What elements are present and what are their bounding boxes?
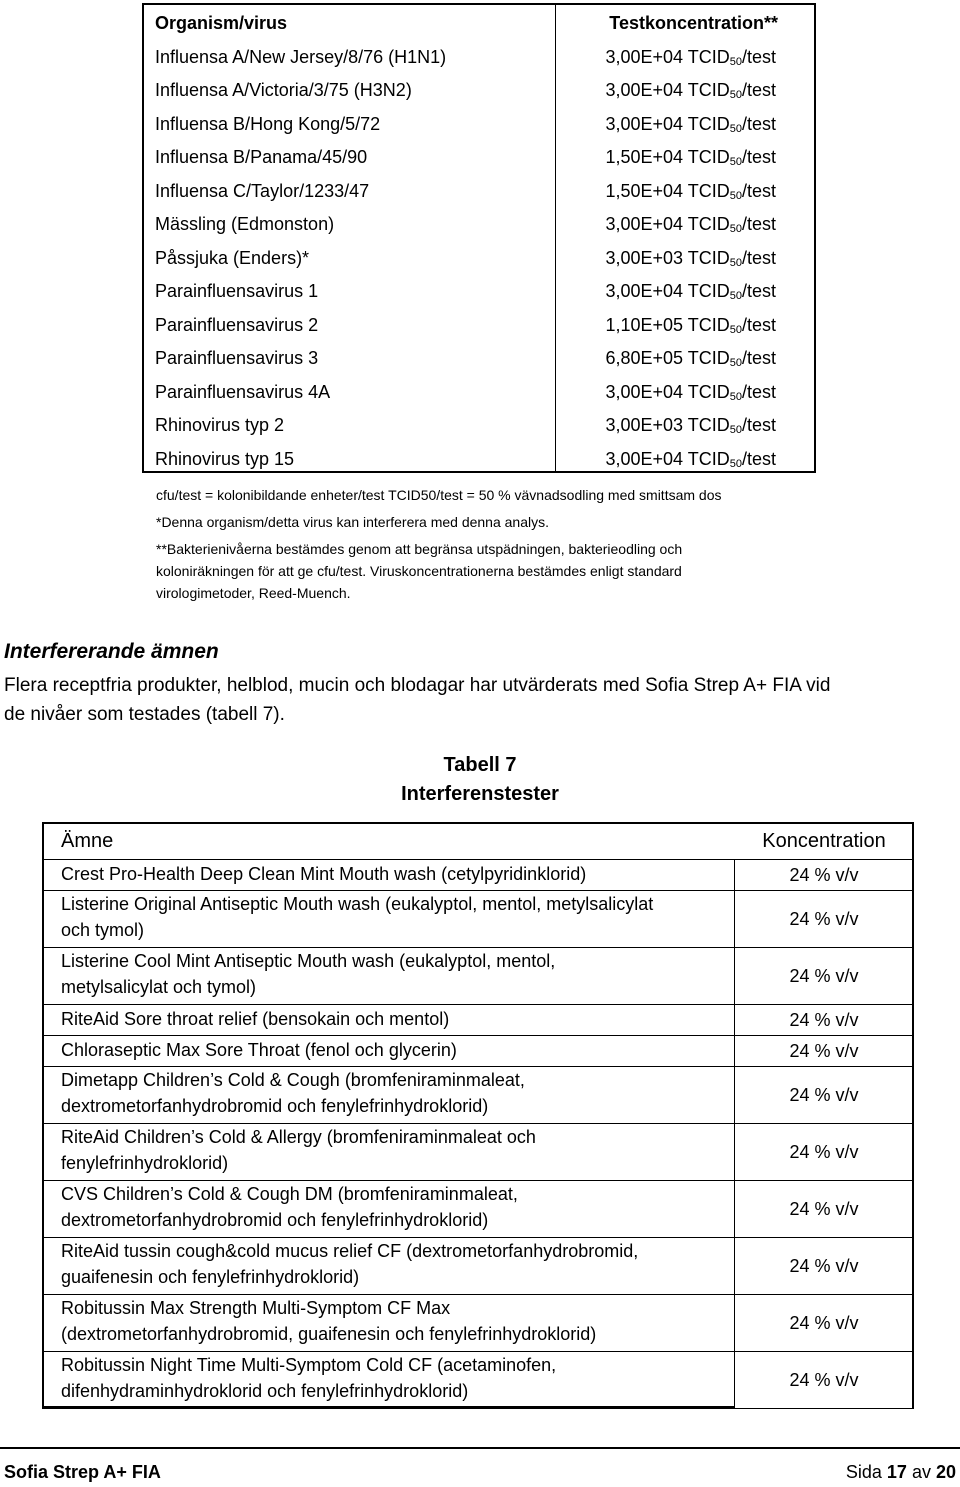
- substance-cell: [61, 1352, 751, 1404]
- substance-line: RiteAid Children’s Cold & Allergy (bromfeniraminmaleat och: [61, 1127, 536, 1147]
- substance-line: och tymol): [61, 920, 145, 940]
- concentration-subscript: 50: [729, 156, 742, 168]
- substance-cell: [61, 1238, 751, 1290]
- substance-line: metylsalicylat och tymol): [61, 977, 257, 997]
- table-border-right: [912, 1066, 914, 1123]
- row-separator: [42, 1004, 914, 1005]
- organism-cell: Influensa A/Victoria/3/75 (H3N2): [155, 80, 412, 100]
- note-doublestar-2: koloniräkningen för att ge cfu/test. Viruskoncentrationerna bestämdes enligt standard: [156, 563, 682, 579]
- header-concentration: Testkoncentration**: [609, 13, 778, 33]
- organism-cell: Parainfluensavirus 3: [155, 348, 319, 368]
- concentration-unit: /test: [741, 180, 776, 201]
- note-star: *Denna organism/detta virus kan interferera med denna analys.: [156, 514, 549, 530]
- virus-concentration-table: [142, 3, 816, 473]
- row-separator: [42, 1035, 914, 1036]
- organism-cell: Påssjuka (Enders)*: [155, 247, 310, 268]
- column-divider: [734, 1123, 735, 1180]
- concentration-unit: /test: [741, 415, 776, 435]
- organism-cell: Influensa B/Panama/45/90: [155, 147, 368, 167]
- concentration-value: 3,00E+04 TCID: [605, 381, 730, 402]
- column-divider: [734, 1237, 735, 1294]
- header-organism: Organism/virus: [155, 13, 288, 33]
- concentration-unit: /test: [741, 214, 776, 234]
- concentration-cell: 24 % v/v: [789, 965, 859, 986]
- table-row: [144, 242, 814, 276]
- concentration-cell: 24 % v/v: [789, 864, 859, 885]
- concentration-subscript: 50: [729, 424, 742, 436]
- table-row: [144, 342, 814, 376]
- table-header-row: [144, 7, 814, 41]
- table-row: [144, 41, 814, 75]
- concentration-value: 1,10E+05 TCID: [605, 314, 730, 335]
- table-row: [144, 208, 814, 242]
- table-row: [144, 74, 814, 108]
- note-doublestar-3: virologimetoder, Reed-Muench.: [156, 585, 351, 601]
- concentration-subscript: 50: [729, 457, 742, 470]
- table-row: [144, 409, 814, 443]
- section-heading: Interfererande ämnen: [4, 640, 219, 663]
- concentration-cell: 24 % v/v: [789, 1084, 859, 1105]
- substance-line: Dimetapp Children’s Cold & Cough (bromfeniraminmaleat,: [61, 1070, 525, 1090]
- concentration-unit: /test: [741, 247, 776, 268]
- concentration-cell: 24 % v/v: [789, 1312, 859, 1333]
- substance-line: fenylefrinhydroklorid): [61, 1153, 229, 1173]
- organism-cell: Influensa A/New Jersey/8/76 (H1N1): [155, 46, 447, 67]
- substance-line: Listerine Cool Mint Antiseptic Mouth wash (eukalyptol, mentol,: [61, 951, 556, 971]
- concentration-cell: 24 % v/v: [789, 1198, 859, 1219]
- concentration-subscript: 50: [729, 290, 742, 302]
- organism-cell: Influensa B/Hong Kong/5/72: [155, 113, 381, 134]
- substance-cell: [61, 1006, 751, 1032]
- note-doublestar-1: **Bakterienivåerna bestämdes genom att begränsa utspädningen, bakterieodling och: [156, 541, 683, 557]
- footer-page-number: [846, 1462, 956, 1483]
- footer-product: Sofia Strep A+ FIA: [4, 1462, 161, 1482]
- table-border-right-header: [912, 822, 914, 859]
- substance-cell: [61, 1181, 751, 1233]
- concentration-unit: /test: [741, 113, 776, 134]
- concentration-subscript: 50: [729, 189, 742, 202]
- concentration-cell: 24 % v/v: [789, 1040, 859, 1061]
- header-concentration-2: Koncentration: [762, 830, 886, 852]
- substance-line: guaifenesin och fenylefrinhydroklorid): [61, 1267, 360, 1287]
- table-row: [144, 275, 814, 309]
- column-divider: [734, 859, 735, 890]
- substance-line: Robitussin Night Time Multi-Symptom Cold CF (acetaminofen,: [61, 1355, 557, 1375]
- concentration-cell: 24 % v/v: [789, 1255, 859, 1276]
- table-row: [144, 108, 814, 142]
- table-border-right: [912, 1123, 914, 1180]
- concentration-value: 3,00E+04 TCID: [605, 214, 730, 234]
- concentration-unit: /test: [741, 80, 776, 100]
- table-border-right: [912, 947, 914, 1004]
- substance-line: (dextrometorfanhydrobromid, guaifenesin och fenylefrinhydroklorid): [61, 1324, 597, 1344]
- concentration-unit: /test: [741, 281, 776, 301]
- column-divider: [734, 1066, 735, 1123]
- table-border-right: [912, 1237, 914, 1294]
- table-border-right: [912, 1180, 914, 1237]
- concentration-value: 6,80E+05 TCID: [605, 348, 730, 368]
- concentration-cell: 24 % v/v: [789, 1369, 859, 1390]
- concentration-value: 3,00E+04 TCID: [605, 113, 730, 134]
- table-border-left: [42, 822, 44, 1407]
- concentration-subscript: 50: [729, 357, 742, 369]
- header-substance: Ämne: [61, 830, 114, 852]
- substance-cell: [61, 948, 751, 1000]
- substance-line: Robitussin Max Strength Multi-Symptom CF Max: [61, 1298, 451, 1318]
- concentration-subscript: 50: [729, 323, 742, 336]
- substance-line: difenhydraminhydroklorid och fenylefrinhydroklorid): [61, 1381, 469, 1401]
- concentration-unit: /test: [741, 381, 776, 402]
- concentration-value: 3,00E+03 TCID: [605, 415, 730, 435]
- substance-cell: [61, 1067, 751, 1119]
- table-row: [144, 376, 814, 410]
- substance-line: RiteAid tussin cough&cold mucus relief CF (dextrometorfanhydrobromid,: [61, 1241, 639, 1261]
- concentration-unit: /test: [741, 46, 776, 67]
- substance-cell: [61, 1037, 751, 1063]
- substance-line: dextrometorfanhydrobromid och fenylefrinhydroklorid): [61, 1210, 489, 1230]
- table-border-right: [912, 1035, 914, 1066]
- concentration-value: 3,00E+04 TCID: [605, 281, 730, 301]
- concentration-unit: /test: [741, 448, 776, 469]
- concentration-cell: 24 % v/v: [789, 908, 859, 929]
- table-border-top: [42, 822, 914, 824]
- concentration-value: 3,00E+04 TCID: [605, 448, 730, 469]
- concentration-value: 3,00E+04 TCID: [605, 46, 730, 67]
- section-paragraph-1: Flera receptfria produkter, helblod, mucin och blodagar har utvärderats med Sofia Strep A+ FIA vid: [4, 675, 831, 696]
- concentration-unit: /test: [741, 348, 776, 368]
- table-border-right: [912, 1004, 914, 1035]
- table-border-right: [912, 1351, 914, 1408]
- organism-cell: Parainfluensavirus 2: [155, 314, 319, 335]
- page-prefix: Sida: [845, 1462, 887, 1482]
- substance-cell: [61, 891, 751, 943]
- concentration-value: 1,50E+04 TCID: [605, 147, 730, 167]
- concentration-subscript: 50: [729, 223, 742, 235]
- row-separator: [42, 1408, 914, 1409]
- substance-line: RiteAid Sore throat relief (bensokain och mentol): [61, 1009, 450, 1029]
- column-divider: [734, 947, 735, 1004]
- table7-title: Tabell 7: [443, 754, 517, 776]
- concentration-cell: [605, 443, 776, 482]
- substance-line: Listerine Original Antiseptic Mouth wash (eukalyptol, mentol, metylsalicylat: [61, 894, 654, 914]
- concentration-value: 3,00E+04 TCID: [605, 80, 730, 100]
- column-divider: [734, 1180, 735, 1237]
- substance-line: dextrometorfanhydrobromid och fenylefrinhydroklorid): [61, 1096, 489, 1116]
- organism-cell: Rhinovirus typ 15: [155, 448, 295, 469]
- note-cfu: cfu/test = kolonibildande enheter/test TCID50/test = 50 % vävnadsodling med smittsam dos: [156, 487, 722, 503]
- concentration-cell: 24 % v/v: [789, 1009, 859, 1030]
- table7-subtitle: Interferenstester: [401, 783, 559, 805]
- substance-line: Crest Pro-Health Deep Clean Mint Mouth wash (cetylpyridinklorid): [61, 864, 587, 884]
- organism-cell: Parainfluensavirus 1: [155, 281, 319, 301]
- substance-cell: [61, 861, 751, 887]
- concentration-unit: /test: [741, 314, 776, 335]
- section-paragraph-2: de nivåer som testades (tabell 7).: [4, 704, 285, 725]
- substance-line: CVS Children’s Cold & Cough DM (bromfeniraminmaleat,: [61, 1184, 518, 1204]
- table-header-separator: [42, 859, 914, 860]
- table-row: [144, 141, 814, 175]
- concentration-value: 1,50E+04 TCID: [605, 180, 730, 201]
- organism-cell: Parainfluensavirus 4A: [155, 381, 331, 402]
- concentration-subscript: 50: [729, 256, 742, 269]
- table-border-right: [912, 890, 914, 947]
- substance-cell: [61, 1295, 751, 1347]
- table-row: [144, 309, 814, 343]
- page-current: 17: [886, 1462, 907, 1482]
- column-divider: [734, 1351, 735, 1408]
- table-row: [144, 443, 814, 477]
- concentration-subscript: 50: [729, 122, 742, 135]
- concentration-cell: 24 % v/v: [789, 1141, 859, 1162]
- organism-cell: Rhinovirus typ 2: [155, 415, 285, 435]
- table-border-bottom: [42, 1406, 734, 1408]
- page-mid: av: [906, 1462, 936, 1482]
- substance-cell: [61, 1124, 751, 1176]
- column-divider: [734, 1004, 735, 1035]
- footer-rule: [0, 1447, 960, 1449]
- table-border-right: [912, 1294, 914, 1351]
- concentration-value: 3,00E+03 TCID: [605, 247, 730, 268]
- column-divider: [734, 890, 735, 947]
- column-divider: [734, 1294, 735, 1351]
- organism-cell: Influensa C/Taylor/1233/47: [155, 180, 370, 201]
- substance-line: Chloraseptic Max Sore Throat (fenol och glycerin): [61, 1040, 457, 1060]
- concentration-subscript: 50: [729, 55, 742, 68]
- concentration-unit: /test: [741, 147, 776, 167]
- interference-table: [42, 822, 914, 1407]
- page-total: 20: [935, 1462, 956, 1482]
- concentration-subscript: 50: [729, 390, 742, 403]
- organism-cell: Mässling (Edmonston): [155, 214, 335, 234]
- column-divider: [734, 1035, 735, 1066]
- table-border-right: [912, 859, 914, 890]
- concentration-subscript: 50: [729, 89, 742, 101]
- table-row: [144, 175, 814, 209]
